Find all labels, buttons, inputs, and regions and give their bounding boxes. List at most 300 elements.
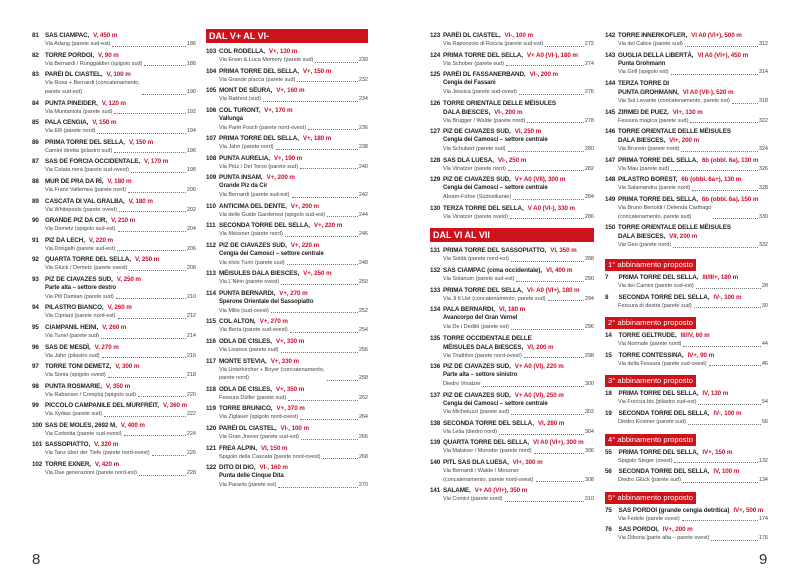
route-name: Via Sonia (spigolo ovest): [45, 372, 106, 379]
page-reference[interactable]: 212: [186, 313, 196, 320]
route-entry[interactable]: [206, 357, 368, 384]
route-number: 115: [206, 318, 216, 326]
route-entry[interactable]: [430, 127, 594, 154]
route-entry[interactable]: [605, 31, 768, 49]
entry-title: [45, 118, 116, 127]
page-reference[interactable]: 252: [358, 307, 368, 314]
peak-name: PARËI DL CIASTEL,: [219, 425, 277, 433]
grade-height: VI-, 200 m: [494, 108, 523, 116]
route-entry[interactable]: [206, 463, 368, 490]
route-entry[interactable]: [32, 382, 196, 400]
page-reference[interactable]: 56: [761, 418, 768, 425]
route-entry[interactable]: [605, 525, 768, 543]
route-entry[interactable]: [206, 444, 368, 462]
page-reference[interactable]: 220: [186, 391, 196, 398]
route-number: 18: [605, 390, 612, 398]
route-line: [45, 449, 196, 458]
route-entry[interactable]: [430, 286, 594, 304]
page-reference[interactable]: 44: [761, 341, 768, 348]
page-reference[interactable]: 304: [584, 428, 594, 435]
page-reference[interactable]: 216: [186, 352, 196, 359]
route-line: [618, 204, 768, 222]
page-reference[interactable]: 296: [584, 323, 594, 330]
route-line: [219, 56, 368, 65]
route-line: [443, 145, 594, 154]
route-entry[interactable]: [605, 467, 768, 485]
page-reference[interactable]: 294: [584, 295, 594, 302]
peak-name: TORRE GELTRUDE,: [618, 332, 677, 340]
route-entry[interactable]: [430, 438, 594, 456]
route-line: [219, 230, 368, 239]
route-entry[interactable]: [32, 401, 196, 419]
entry-title-line: [430, 99, 594, 117]
entry-title-line: [605, 331, 768, 340]
route-entry[interactable]: [430, 458, 594, 485]
entry-title-line: [605, 506, 768, 515]
route-entry[interactable]: [32, 460, 196, 478]
route-entry[interactable]: [605, 506, 768, 524]
route-line: [443, 352, 594, 361]
page-reference[interactable]: 190: [186, 88, 196, 95]
route-entry[interactable]: [32, 323, 196, 341]
page-reference[interactable]: 272: [584, 41, 594, 47]
dot-leader: [290, 332, 358, 333]
page-reference[interactable]: 250: [358, 279, 368, 286]
dot-leader: [281, 284, 358, 285]
route-entry[interactable]: [430, 175, 594, 202]
entry-title: [45, 51, 119, 60]
page-reference[interactable]: 132: [758, 457, 768, 464]
route-number: 104: [206, 67, 217, 75]
page-reference[interactable]: 262: [358, 394, 368, 401]
route-entry[interactable]: [32, 303, 196, 321]
entry-title: [443, 51, 578, 60]
entry-title: [619, 293, 742, 302]
page-reference[interactable]: 254: [358, 327, 368, 334]
route-entry[interactable]: [605, 448, 768, 466]
grade-height: VI-, 200 m: [529, 71, 558, 79]
route-entry[interactable]: [32, 138, 196, 156]
sector-subtitle: Punta delle Cinque Dita: [219, 473, 284, 480]
dot-leader: [323, 458, 358, 459]
grade-height: V+ A0 (VI), 250 m: [514, 391, 564, 399]
entry-title-line: [32, 323, 196, 332]
dot-leader: [152, 455, 186, 456]
page-reference[interactable]: 278: [584, 117, 594, 124]
route-line: [618, 184, 768, 193]
entry-title-line: [32, 401, 196, 410]
route-line: [45, 293, 196, 302]
route-name: Via Messner (parete nord): [219, 231, 283, 238]
route-line: [45, 391, 196, 400]
entry-title-line: [32, 197, 196, 206]
entry-title: [443, 362, 564, 371]
grade-height: V+, 200 m: [266, 174, 295, 182]
page-reference[interactable]: 268: [358, 453, 368, 460]
dot-leader: [117, 250, 186, 251]
page-reference[interactable]: 264: [358, 414, 368, 421]
page-reference[interactable]: 282: [584, 165, 594, 172]
route-number: 147: [605, 156, 616, 164]
route-name: Via Grande placca (parete sud): [219, 76, 296, 83]
page-reference[interactable]: 276: [584, 88, 594, 95]
grade-height: V+, 330 m: [275, 337, 305, 345]
dot-leader: [108, 377, 186, 378]
dot-leader: [114, 113, 185, 114]
route-line: [443, 408, 594, 417]
page-reference[interactable]: 30: [761, 302, 768, 309]
route-entry[interactable]: [32, 31, 196, 49]
page-reference[interactable]: 288: [584, 256, 594, 263]
page-reference[interactable]: 174: [758, 515, 768, 522]
grade-height: VI-, 250 m: [497, 156, 527, 164]
route-name: Via Malsiner / Moroder (parete nord): [443, 448, 532, 455]
grade-height: VI- A0 (VI+), 180 m: [526, 286, 580, 294]
page-reference[interactable]: 274: [584, 60, 594, 67]
page-reference[interactable]: 284: [584, 193, 594, 200]
route-entry[interactable]: [430, 70, 594, 97]
entry-title: [45, 31, 117, 40]
page-reference[interactable]: 306: [584, 448, 594, 455]
dot-leader: [698, 404, 760, 405]
dot-leader: [519, 94, 584, 95]
page-reference[interactable]: 232: [358, 76, 368, 83]
grade-height: V, 360 m: [162, 402, 188, 410]
page-reference[interactable]: 228: [186, 470, 196, 477]
peak-name: PRIMA TORRE DEL SELLA,: [443, 286, 523, 294]
page-reference[interactable]: 194: [186, 128, 196, 135]
peak-name: SECONDA TORRE DEL SELLA,: [219, 222, 310, 230]
route-entry[interactable]: [32, 343, 196, 361]
page-reference[interactable]: 266: [358, 434, 368, 441]
entry-title: [45, 421, 145, 430]
route-entry[interactable]: [430, 156, 594, 174]
entry-title-line: [206, 289, 368, 298]
route-number: 118: [206, 385, 216, 393]
route-number: 93: [32, 275, 39, 283]
peak-name: PIZ DE CIAVAZES SUD,: [443, 363, 511, 371]
route-name: Via Due generazioni (parete nord-est): [45, 470, 137, 477]
page-reference[interactable]: 290: [584, 275, 594, 282]
page-reference[interactable]: 328: [758, 185, 768, 192]
page-reference[interactable]: 186: [186, 41, 196, 47]
route-entry[interactable]: [605, 79, 768, 106]
route-entry[interactable]: [32, 275, 196, 302]
route-line: [219, 433, 368, 442]
entry-title: [45, 440, 118, 449]
route-line: [618, 68, 768, 77]
route-entry[interactable]: [32, 157, 196, 175]
route-entry[interactable]: [206, 47, 368, 65]
dot-leader: [513, 199, 584, 200]
route-entry[interactable]: [605, 223, 768, 250]
route-name: Via Piûz / Del Torso (parete sud): [219, 163, 298, 170]
grade-height: IV+, 150 m: [702, 448, 733, 456]
route-entry[interactable]: [206, 173, 368, 200]
route-entry[interactable]: [430, 31, 594, 49]
route-entry[interactable]: [206, 202, 368, 220]
route-line: [618, 165, 768, 174]
route-entry[interactable]: [605, 156, 768, 174]
page-reference[interactable]: 314: [758, 69, 768, 76]
route-line: [45, 108, 196, 117]
entry-title-line: [32, 118, 196, 127]
entry-title: [45, 362, 139, 371]
route-entry[interactable]: [206, 154, 368, 172]
entry-title: [618, 108, 703, 117]
page-reference[interactable]: 176: [758, 535, 768, 542]
route-entry[interactable]: [430, 305, 594, 332]
page-reference[interactable]: 198: [186, 167, 196, 174]
entry-title-line: [605, 273, 768, 282]
page-reference[interactable]: 256: [358, 346, 368, 353]
route-entry[interactable]: [430, 99, 594, 126]
route-entry[interactable]: [206, 385, 368, 403]
route-entry[interactable]: [206, 317, 368, 335]
route-entry[interactable]: [32, 421, 196, 439]
route-line: [219, 326, 368, 335]
entry-title-line: [206, 106, 368, 115]
grade-height: V+, 200 m: [290, 202, 320, 210]
route-number: 138: [430, 419, 441, 427]
page-reference[interactable]: 218: [186, 372, 196, 379]
entry-title-line: [32, 362, 196, 371]
page-reference[interactable]: 324: [758, 146, 768, 153]
route-entry[interactable]: [32, 70, 196, 97]
route-line: [443, 380, 594, 389]
dot-leader: [287, 264, 358, 265]
route-entry[interactable]: [605, 195, 768, 222]
page-reference[interactable]: 270: [358, 482, 368, 489]
entry-title: [45, 343, 119, 352]
entry-title: [619, 273, 739, 282]
grade-height: IV, 100 m: [713, 468, 740, 476]
page-reference[interactable]: 330: [758, 213, 768, 220]
route-name: Via Normale (parete nord): [618, 341, 682, 348]
grade-height: VI-, 100 m: [280, 425, 309, 433]
route-line: [443, 323, 594, 332]
peak-name: CASCATA DI VAL GRALBA,: [45, 197, 125, 205]
entry-title: [618, 195, 758, 204]
route-entry[interactable]: [430, 51, 594, 69]
page-reference[interactable]: 332: [758, 242, 768, 249]
route-line: [618, 282, 768, 291]
route-entry[interactable]: [430, 204, 594, 222]
route-name: Via Ziglauer (spigolo nord-ovest): [219, 414, 299, 421]
grade-height: V, 320 m: [94, 441, 119, 449]
route-name: Via delle Guide Gardenesi (spigolo sud-est): [219, 211, 326, 218]
page-reference[interactable]: 46: [761, 360, 768, 367]
page-reference[interactable]: 236: [358, 124, 368, 131]
route-entry[interactable]: [206, 289, 368, 316]
dot-leader: [118, 231, 186, 232]
sector-subtitle: Cengia dei Camosci – settore centrale: [443, 400, 548, 407]
page-reference[interactable]: 300: [584, 380, 594, 387]
page-reference[interactable]: 202: [186, 206, 196, 213]
route-entry[interactable]: [206, 337, 368, 355]
route-entry[interactable]: [430, 334, 594, 361]
route-name: Via Fedele (parete ovest): [618, 515, 680, 522]
route-entry[interactable]: [206, 221, 368, 239]
entry-title: [219, 463, 288, 472]
page-reference[interactable]: 234: [358, 96, 368, 103]
page-reference[interactable]: 214: [186, 332, 196, 339]
route-entry[interactable]: [430, 266, 594, 284]
page-number-right: 9: [759, 551, 768, 568]
route-entry[interactable]: [605, 331, 768, 349]
route-entry[interactable]: [605, 409, 768, 427]
route-entry[interactable]: [605, 351, 768, 369]
page-reference[interactable]: 242: [358, 192, 368, 199]
route-entry[interactable]: [605, 389, 768, 407]
route-name: Via Tanz über der Tiefe (parete nord-ovest): [45, 450, 150, 457]
entry-title-line: [206, 221, 368, 230]
page-reference[interactable]: 312: [758, 41, 768, 47]
route-entry[interactable]: [206, 67, 368, 85]
page-reference[interactable]: 188: [186, 60, 196, 67]
route-entry[interactable]: [32, 99, 196, 117]
page-reference[interactable]: 54: [761, 399, 768, 406]
entry-title: [443, 391, 564, 400]
entry-title: [219, 337, 304, 346]
entry-title-line: [430, 156, 594, 165]
route-entry[interactable]: [605, 51, 768, 78]
route-name: Spigolo della Cascata (parete nord-ovest): [219, 453, 321, 460]
route-entry[interactable]: [32, 440, 196, 458]
dot-leader: [674, 462, 757, 463]
page-reference[interactable]: 206: [186, 245, 196, 252]
peak-name: PIZ DA LECH,: [45, 236, 85, 244]
route-name: Via Elfi (parete nord): [45, 128, 96, 135]
page-reference[interactable]: 134: [758, 477, 768, 484]
page-reference[interactable]: 318: [758, 97, 768, 104]
route-entry[interactable]: [32, 236, 196, 254]
entry-title: [618, 127, 731, 145]
route-entry[interactable]: [430, 362, 594, 389]
route-entry[interactable]: [605, 127, 768, 154]
grade-height: VI-, 160 m: [259, 464, 288, 472]
route-name: Via dei Camini (parete sud-est): [618, 282, 694, 289]
grade-height: IV+, 200 m: [662, 526, 693, 534]
entry-title: [45, 177, 132, 186]
route-number: 111: [206, 222, 216, 230]
route-name: Via Tunel (parete sud): [45, 332, 100, 339]
page-reference[interactable]: 200: [186, 186, 196, 193]
route-entry[interactable]: [32, 216, 196, 234]
entry-title-line: [32, 99, 196, 108]
route-entry[interactable]: [206, 134, 368, 152]
entry-title: [443, 246, 577, 255]
route-entry[interactable]: [430, 246, 594, 264]
route-name: Via Franz Valtemea (parete nord): [45, 186, 127, 193]
page-reference[interactable]: 248: [358, 259, 368, 266]
route-number: 110: [206, 202, 216, 210]
route-entry[interactable]: [605, 273, 768, 291]
route-entry[interactable]: [32, 197, 196, 215]
peak-name: MËISULES DALA BIESCES,: [219, 270, 300, 278]
route-entry[interactable]: [206, 86, 368, 104]
route-entry[interactable]: [430, 486, 594, 504]
page-reference[interactable]: 224: [186, 430, 196, 437]
route-entry[interactable]: [206, 106, 368, 133]
route-entry[interactable]: [430, 391, 594, 418]
entry-title: [219, 241, 319, 250]
route-name: Via Schubert (parete sud): [443, 145, 506, 152]
entry-title-line: [206, 424, 368, 433]
page-reference[interactable]: 196: [186, 147, 196, 154]
dot-leader: [129, 270, 185, 271]
route-name: Diedro Vinatzer: [443, 380, 481, 387]
entry-title: [219, 404, 305, 413]
route-entry[interactable]: [430, 419, 594, 437]
route-entry[interactable]: [32, 51, 196, 69]
entry-title-line: [32, 343, 196, 352]
page-reference[interactable]: 298: [584, 352, 594, 359]
page-reference[interactable]: 230: [358, 57, 368, 63]
peak-name: FREA ALPIN,: [219, 444, 257, 452]
page-reference[interactable]: 310: [584, 496, 594, 503]
page-reference[interactable]: 204: [186, 226, 196, 233]
page-reference[interactable]: 192: [186, 108, 196, 115]
route-entry[interactable]: [32, 255, 196, 273]
page-reference[interactable]: 222: [186, 411, 196, 418]
page-reference[interactable]: 238: [358, 144, 368, 151]
dot-leader: [327, 216, 358, 217]
page-reference[interactable]: 240: [358, 163, 368, 170]
grade-height: VI-, 100 m: [504, 32, 533, 39]
route-entry[interactable]: [206, 241, 368, 268]
dot-leader: [104, 416, 186, 417]
page-reference[interactable]: 308: [584, 476, 594, 483]
route-entry[interactable]: [32, 177, 196, 195]
route-entry[interactable]: [605, 108, 768, 126]
grade-height: V, 420 m: [94, 461, 120, 469]
page-reference[interactable]: 280: [584, 145, 594, 152]
route-entry[interactable]: [32, 362, 196, 380]
entry-title-line: [206, 337, 368, 346]
route-entry[interactable]: [605, 175, 768, 193]
route-entry[interactable]: [206, 404, 368, 422]
route-number: 8: [605, 293, 609, 301]
page-reference[interactable]: 322: [758, 117, 768, 124]
page-reference[interactable]: 244: [358, 211, 368, 218]
grade-height: V+, 250 m: [303, 270, 332, 278]
route-name: Via Pitl Damian (parete sud): [45, 293, 114, 300]
route-number: 114: [206, 289, 216, 297]
entry-title: [619, 525, 693, 534]
peak-name: PIZ DE CIAVAZES SUD,: [45, 275, 113, 283]
route-name: Spigolo Steger (ovest): [618, 457, 673, 464]
route-entry[interactable]: [605, 293, 768, 311]
page-reference[interactable]: 258: [358, 375, 368, 382]
route-entry[interactable]: [32, 118, 196, 136]
route-entry[interactable]: [206, 424, 368, 442]
page-reference[interactable]: 28: [761, 282, 768, 289]
entry-title-line: [32, 138, 196, 147]
page-reference[interactable]: 326: [758, 165, 768, 172]
dot-leader: [118, 318, 186, 319]
page-reference[interactable]: 286: [584, 213, 594, 220]
page-reference[interactable]: 210: [186, 293, 196, 300]
page-reference[interactable]: 226: [186, 450, 196, 457]
page-reference[interactable]: 302: [584, 409, 594, 416]
dot-leader: [288, 400, 358, 401]
entry-title-line: [206, 241, 368, 250]
route-entry[interactable]: [206, 269, 368, 287]
page-reference[interactable]: 246: [358, 231, 368, 238]
page-reference[interactable]: 208: [186, 265, 196, 272]
peak-name: SECONDA TORRE DEL SELLA,: [618, 293, 710, 301]
